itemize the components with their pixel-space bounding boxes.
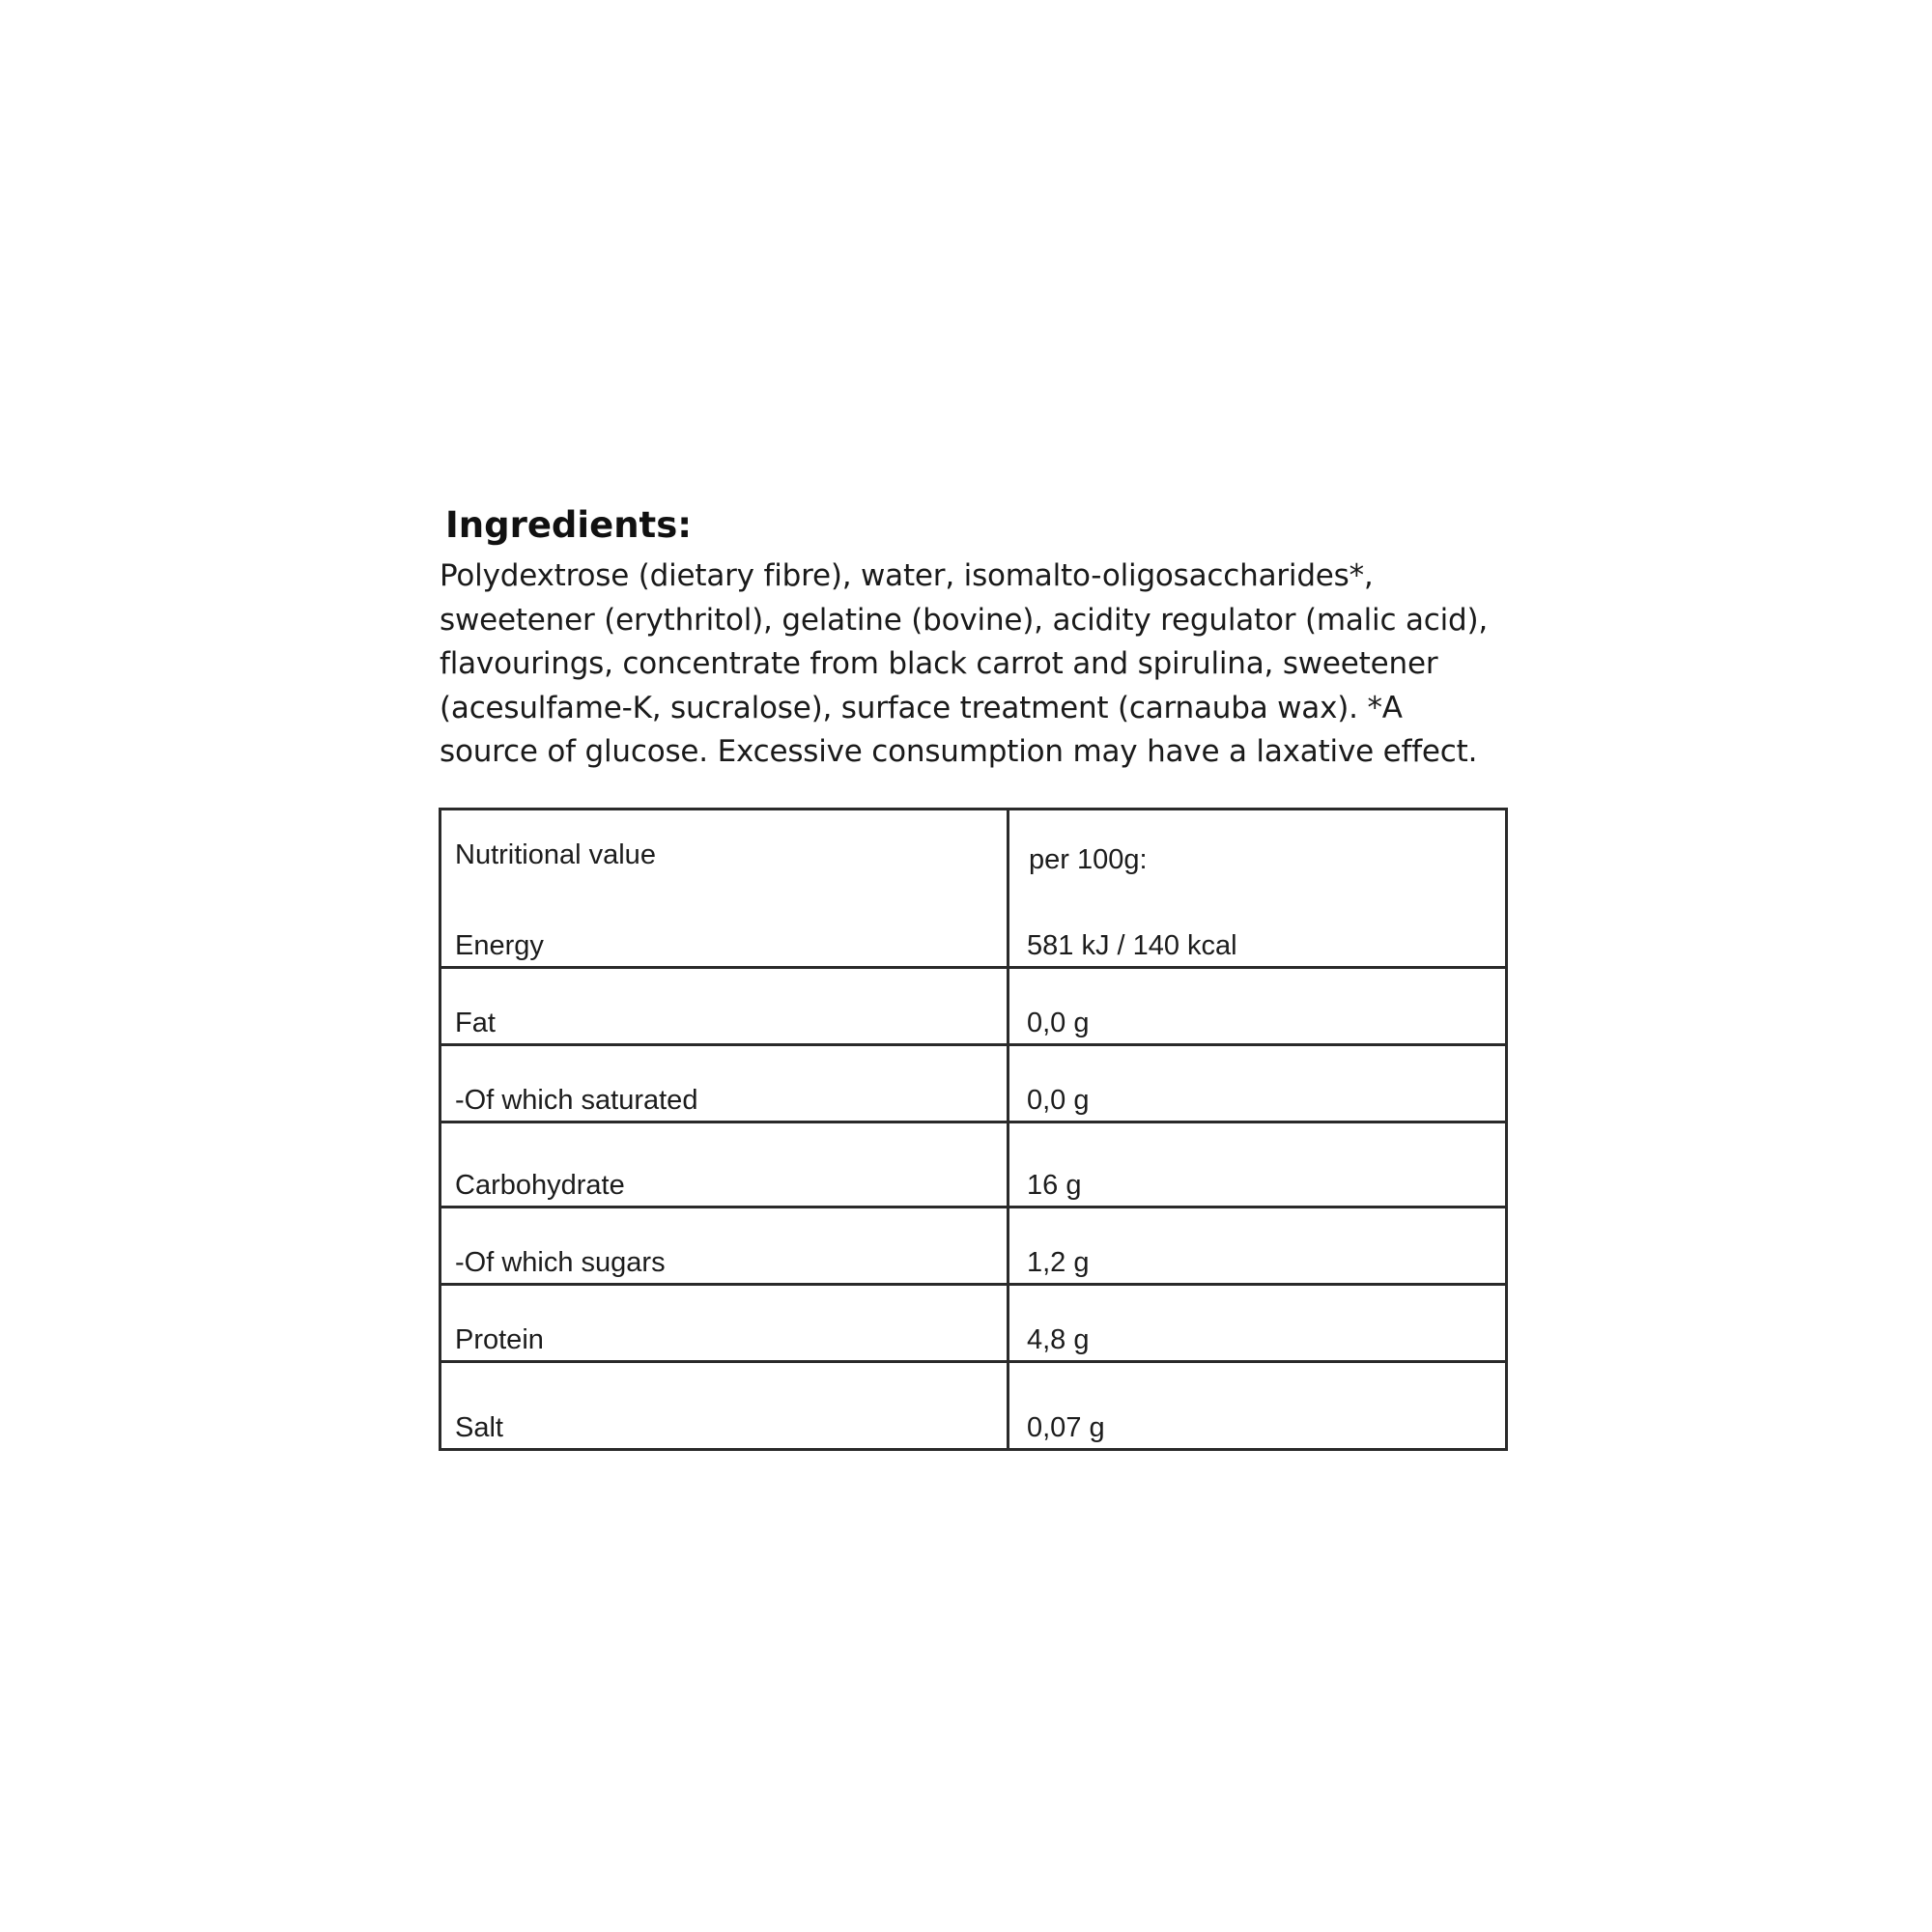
row-value: 581 kJ / 140 kcal xyxy=(1027,930,1237,961)
row-label: Fat xyxy=(440,968,1009,1045)
row-label: -Of which saturated xyxy=(440,1045,1009,1122)
table-row-energy xyxy=(440,810,1507,968)
ingredients-line: flavourings, concentrate from black carrot and spirulina, sweetener xyxy=(440,646,1438,681)
label-cell xyxy=(440,810,1009,968)
nutrition-table xyxy=(439,808,1508,1451)
table-row xyxy=(440,968,1507,1045)
ingredients-line: sweetener (erythritol), gelatine (bovine), acidity regulator (malic acid), xyxy=(440,602,1489,638)
ingredients-title: Ingredients: xyxy=(445,504,693,546)
ingredients-line: Polydextrose (dietary fibre), water, isomalto-oligosaccharides*, xyxy=(440,558,1374,593)
row-value: 4,8 g xyxy=(1009,1285,1507,1362)
row-label: -Of which sugars xyxy=(440,1208,1009,1285)
table-row xyxy=(440,1122,1507,1208)
table-row xyxy=(440,1208,1507,1285)
value-cell xyxy=(1009,810,1507,968)
ingredients-line: (acesulfame-K, sucralose), surface treatment (carnauba wax). *A xyxy=(440,690,1403,725)
ingredients-line: source of glucose. Excessive consumption may have a laxative effect. xyxy=(440,734,1478,769)
row-value: 16 g xyxy=(1009,1122,1507,1208)
table-row xyxy=(440,1285,1507,1362)
row-value: 0,0 g xyxy=(1009,968,1507,1045)
row-label: Energy xyxy=(455,930,544,961)
ingredients-text xyxy=(440,554,1541,775)
table-row xyxy=(440,1045,1507,1122)
row-label: Salt xyxy=(440,1362,1009,1450)
header-label: Nutritional value xyxy=(455,839,656,870)
row-value: 0,0 g xyxy=(1009,1045,1507,1122)
ingredients-section xyxy=(440,502,1541,775)
row-label: Carbohydrate xyxy=(440,1122,1009,1208)
row-value: 1,2 g xyxy=(1009,1208,1507,1285)
header-value: per 100g: xyxy=(1029,844,1148,875)
row-value: 0,07 g xyxy=(1009,1362,1507,1450)
table-row xyxy=(440,1362,1507,1450)
row-label: Protein xyxy=(440,1285,1009,1362)
